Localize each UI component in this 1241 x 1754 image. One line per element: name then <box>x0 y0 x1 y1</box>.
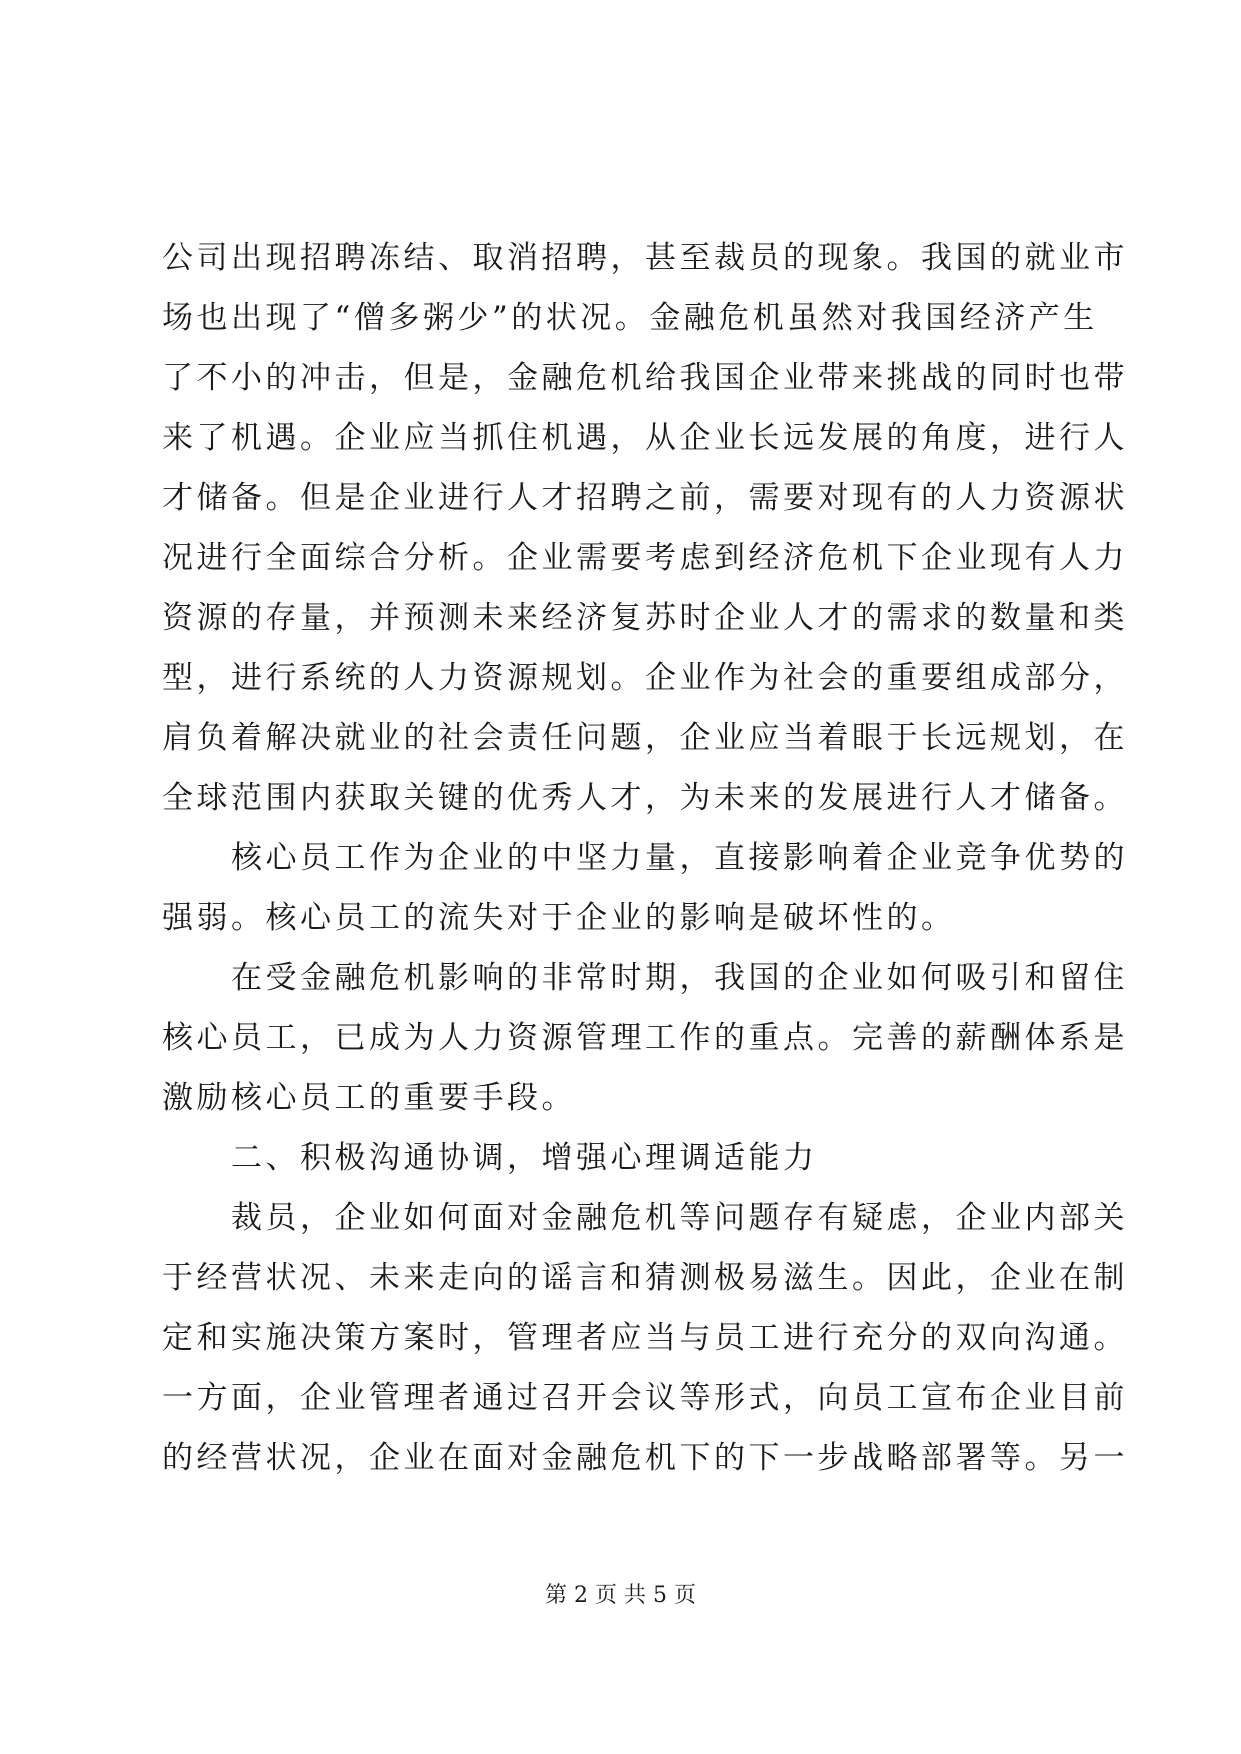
text-line: 于经营状况、未来走向的谣言和猜测极易滋生。因此，企业在制 <box>162 1260 1128 1296</box>
text-line: 才储备。但是企业进行人才招聘之前，需要对现有的人力资源状 <box>162 480 1128 516</box>
text-line: 全球范围内获取关键的优秀人才，为未来的发展进行人才储备。 <box>162 780 1128 816</box>
text-line: 场也出现了“僧多粥少”的状况。金融危机虽然对我国经济产生 <box>162 300 1098 336</box>
section-heading: 二、积极沟通协调，增强心理调适能力 <box>162 1140 818 1176</box>
page-footer <box>0 1582 1241 1610</box>
text-line: 况进行全面综合分析。企业需要考虑到经济危机下企业现有人力 <box>162 540 1128 576</box>
text-line: 了不小的冲击，但是，金融危机给我国企业带来挑战的同时也带 <box>162 360 1128 396</box>
text-line: 核心员工，已成为人力资源管理工作的重点。完善的薪酬体系是 <box>162 1020 1128 1056</box>
page-number: 第 2 页 共 5 页 <box>545 1583 696 1608</box>
text-line: 肩负着解决就业的社会责任问题，企业应当着眼于长远规划，在 <box>162 720 1128 756</box>
text-line: 型，进行系统的人力资源规划。企业作为社会的重要组成部分， <box>162 660 1128 696</box>
text-line: 激励核心员工的重要手段。 <box>162 1080 576 1116</box>
text-line: 的经营状况，企业在面对金融危机下的下一步战略部署等。另一 <box>162 1440 1128 1476</box>
text-line: 资源的存量，并预测未来经济复苏时企业人才的需求的数量和类 <box>162 600 1128 636</box>
text-line: 裁员，企业如何面对金融危机等问题存有疑虑，企业内部关 <box>162 1200 1128 1236</box>
text-line: 公司出现招聘冻结、取消招聘，甚至裁员的现象。我国的就业市 <box>162 240 1128 276</box>
text-line: 核心员工作为企业的中坚力量，直接影响着企业竞争优势的 <box>162 840 1128 876</box>
text-line: 一方面，企业管理者通过召开会议等形式，向员工宣布企业目前 <box>162 1380 1128 1416</box>
text-line: 强弱。核心员工的流失对于企业的影响是破坏性的。 <box>162 900 956 936</box>
text-line: 来了机遇。企业应当抓住机遇，从企业长远发展的角度，进行人 <box>162 420 1128 456</box>
body-text <box>162 228 1128 1488</box>
text-line: 定和实施决策方案时，管理者应当与员工进行充分的双向沟通。 <box>162 1320 1128 1356</box>
text-line: 在受金融危机影响的非常时期，我国的企业如何吸引和留住 <box>162 960 1128 996</box>
